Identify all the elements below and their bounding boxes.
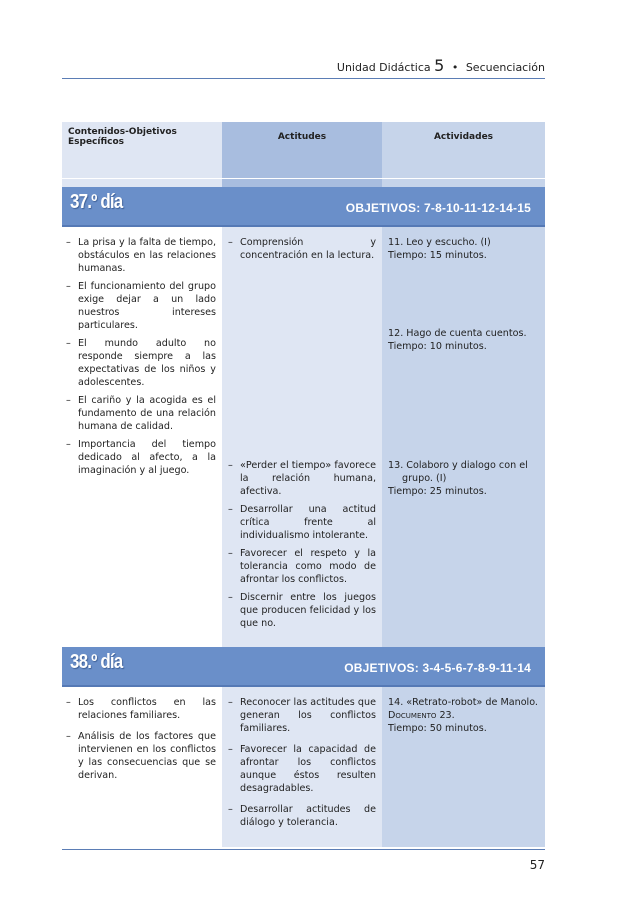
header-attitudes: Actitudes: [222, 122, 382, 152]
lesson-table: [62, 122, 545, 847]
content-item: – La prisa y la falta de tiempo, obstáculos en las relaciones humanas.: [66, 236, 216, 275]
unit-number: 5: [434, 56, 445, 75]
page-number: 57: [529, 858, 545, 872]
activity-time: Tiempo: 15 minutos.: [388, 250, 487, 261]
activity-time: Tiempo: 10 minutos.: [388, 341, 487, 352]
activity-document: Documento 23.: [388, 710, 455, 721]
attitudes-cell: [222, 687, 382, 847]
spacer-row: [62, 152, 545, 178]
day-objectives: OBJETIVOS: 3-4-5-6-7-8-9-11-14: [344, 661, 531, 675]
activity-item: [388, 236, 539, 262]
activities-cell: [382, 687, 545, 847]
activity-title: 14. «Retrato-robot» de Manolo.: [388, 697, 538, 708]
contents-cell: [62, 227, 222, 635]
activities-cell: [382, 227, 545, 635]
running-header: [62, 56, 545, 79]
activity-title: 11. Leo y escucho. (I): [388, 237, 491, 248]
day-label: 38.º día: [70, 651, 123, 673]
attitude-item: – Comprensión y concentración en la lectura.: [228, 236, 376, 262]
activity-time: Tiempo: 25 minutos.: [388, 486, 487, 497]
content-item: – Importancia del tiempo dedicado al afecto, a la imaginación y al juego.: [66, 438, 216, 477]
activity-title: 13. Colaboro y dialogo con el: [388, 460, 528, 471]
content-item: – El cariño y la acogida es el fundamento de una relación humana de calidad.: [66, 394, 216, 433]
activity-title: 12. Hago de cuenta cuentos.: [388, 328, 527, 339]
content-item: – Los conflictos en las relaciones familiares.: [66, 696, 216, 722]
footer-rule: [62, 849, 545, 850]
content-item: – Análisis de los factores que intervienen en los conflictos y las consecuencias que se derivan.: [66, 730, 216, 782]
attitude-item: – Favorecer la capacidad de afrontar los conflictos aunque éstos resulten desagradables.: [228, 743, 376, 795]
day-banner: [62, 647, 545, 687]
header-bullet: •: [451, 61, 459, 74]
header-activities: Actividades: [382, 122, 545, 152]
header-contents: Contenidos-Objetivos Específicos: [62, 122, 222, 152]
attitude-item: – Favorecer el respeto y la tolerancia como modo de afrontar los conflictos.: [228, 547, 376, 586]
table-header-row: [62, 122, 545, 152]
content-item: – El mundo adulto no responde siempre a las expectativas de los niños y adolescentes.: [66, 337, 216, 389]
attitude-item: – «Perder el tiempo» favorece la relación humana, afectiva.: [228, 459, 376, 498]
contents-cell: [62, 687, 222, 847]
attitude-item: – Reconocer las actitudes que generan los conflictos familiares.: [228, 696, 376, 735]
day-body: [62, 227, 545, 635]
activity-item: [388, 459, 539, 498]
day-label: 37.º día: [70, 191, 123, 213]
activity-title-cont: grupo. (I): [402, 473, 447, 484]
attitude-item: – Discernir entre los juegos que producen felicidad y los que no.: [228, 591, 376, 630]
activity-item: [388, 327, 539, 353]
attitudes-cell: [222, 227, 382, 635]
activity-item: [388, 696, 539, 735]
attitude-item: – Desarrollar una actitud crítica frente al individualismo intolerante.: [228, 503, 376, 542]
day-objectives: OBJETIVOS: 7-8-10-11-12-14-15: [345, 201, 531, 215]
unit-label: Unidad Didáctica: [336, 61, 431, 74]
spacer-row: [62, 179, 545, 187]
gap-row: [62, 635, 545, 647]
activity-time: Tiempo: 50 minutos.: [388, 723, 487, 734]
day-body: [62, 687, 545, 847]
attitude-item: – Desarrollar actitudes de diálogo y tolerancia.: [228, 803, 376, 829]
content-item: – El funcionamiento del grupo exige dejar a un lado nuestros intereses particulares.: [66, 280, 216, 332]
day-banner: [62, 187, 545, 227]
section-title: Secuenciación: [465, 61, 545, 74]
